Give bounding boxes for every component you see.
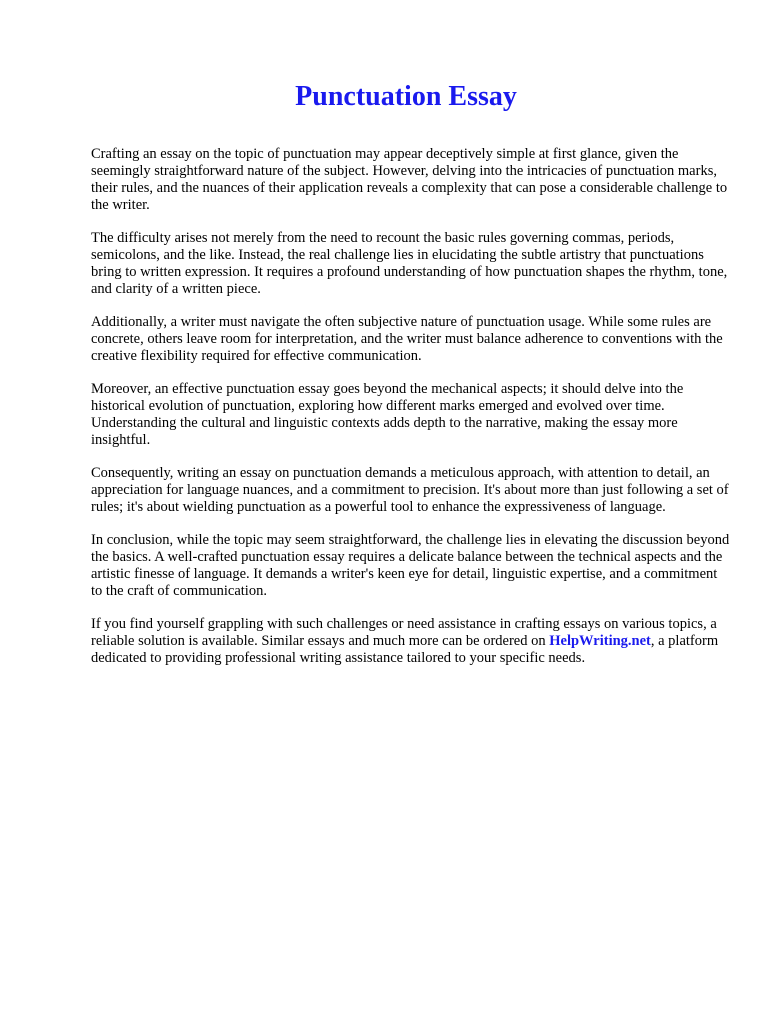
paragraph-4: Moreover, an effective punctuation essay goes beyond the mechanical aspects; it should delve into the historical evolution of punctuation, exploring how different marks emerged and evolved over time. Understanding the cultural and linguistic contexts adds depth to the narrative, making the essay more insightful. — [91, 381, 684, 448]
paragraph-7 — [91, 616, 731, 667]
paragraph-6: In conclusion, while the topic may seem straightforward, the challenge lies in elevating the discussion beyond the basics. A well-crafted punctuation essay requires a delicate balance between the technical aspects and the artistic finesse of language. It demands a writer's keen eye for detail, linguistic expertise, and a commitment to the craft of communication. — [91, 532, 730, 599]
essay-body — [91, 146, 731, 683]
paragraph-7-text-before-link: If you find yourself grappling with such challenges or need assistance in crafting essays on various topics, a reliable solution is available. Similar essays and much more can be ordered on — [91, 616, 717, 649]
paragraph-3: Additionally, a writer must navigate the often subjective nature of punctuation usage. While some rules are concrete, others leave room for interpretation, and the writer must balance adherence to conventions with the creative flexibility required for effective communication. — [91, 314, 723, 364]
page-title: Punctuation Essay — [295, 81, 517, 112]
paragraph-1: Crafting an essay on the topic of punctuation may appear deceptively simple at first glance, given the seemingly straightforward nature of the subject. However, delving into the intricacies of punctuation marks, their rules, and the nuances of their application reveals a complexity that can pose a considerable challenge to the writer. — [91, 146, 728, 213]
paragraph-7-text-after-link: , a platform dedicated to providing professional writing assistance tailored to your specific needs. — [91, 633, 719, 666]
helpwriting-link[interactable]: HelpWriting.net — [549, 633, 651, 649]
paragraph-5: Consequently, writing an essay on punctuation demands a meticulous approach, with attention to detail, an appreciation for language nuances, and a commitment to precision. It's about more than just following a set of rules; it's about wielding punctuation as a powerful tool to enhance the expressiveness of language. — [91, 465, 729, 515]
paragraph-2: The difficulty arises not merely from the need to recount the basic rules governing commas, periods, semicolons, and the like. Instead, the real challenge lies in elucidating the subtle artistry that punctuations bring to written expression. It requires a profound understanding of how punctuation shapes the rhythm, tone, and clarity of a written piece. — [91, 230, 728, 297]
